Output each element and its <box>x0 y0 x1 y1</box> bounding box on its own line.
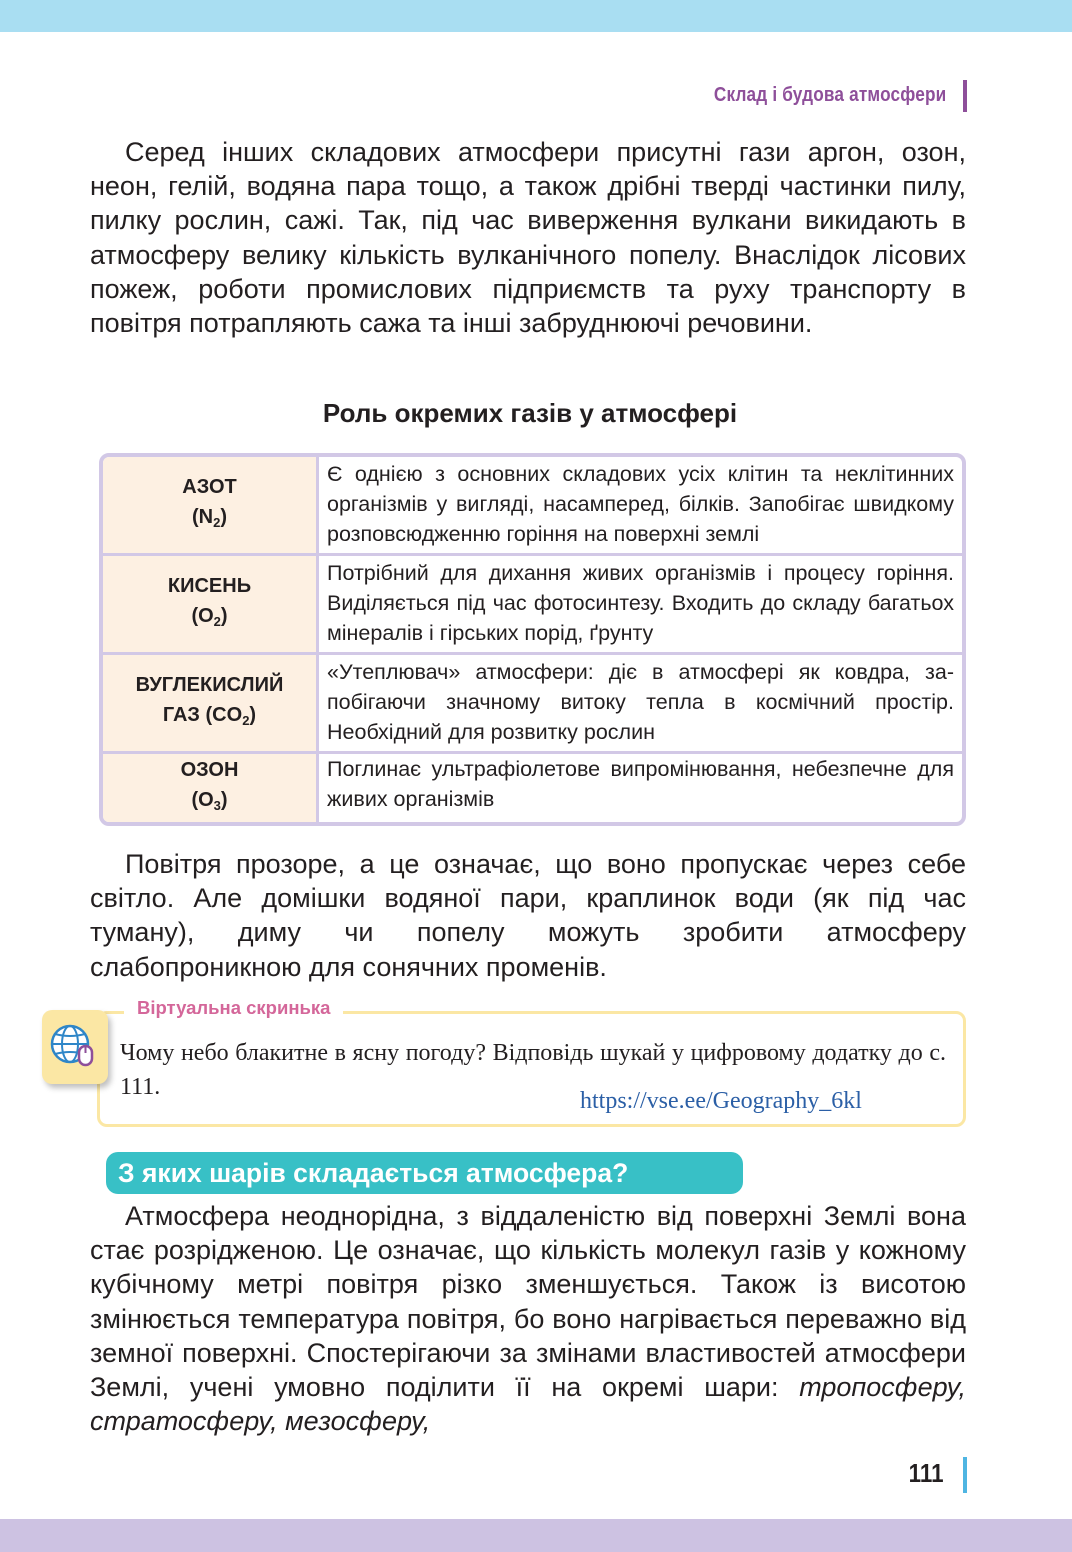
running-title-bar <box>963 80 967 112</box>
gas-name: ВУГЛЕКИСЛИЙ <box>135 674 284 696</box>
digital-supplement-link[interactable]: https://vse.ee/Geography_6kl <box>580 1088 862 1114</box>
virtual-box-question: Чому небо блакитне в ясну погоду? Відповідь шукай у цифровому додатку до с. 111. <box>120 1040 946 1100</box>
gas-formula: $(O_3)$ <box>191 789 228 813</box>
gas-description: «Утеплювач» атмосфери: діє в атмосфері як ковдра, запобігаючи значному витоку тепла в космічний простір. Необхідний для розвитку рослин <box>327 660 954 744</box>
gas-name: КИСЕНЬ <box>167 575 252 597</box>
paragraph-layers: Атмосфера неоднорідна, з віддаленістю від поверхні Землі вона стає розрідженою. Це означає, що кількість молекул газів у кожному кубічному метрі повітря різко зменшується. Також із висотою змінюється температура повітря, бо воно нагрівається переважно від земної поверхні. Спостерігаючи за змінами властивостей атмосфери Землі, учені умовно поділити її на окремі шари: тропосферу, стратосферу, мезосферу, <box>90 1201 966 1437</box>
gas-formula: $(N_2)$ <box>191 506 227 530</box>
gas-formula: $(O_2)$ <box>191 605 228 629</box>
table-row <box>103 655 962 754</box>
layer-terms: тропосферу, стратосферу, мезосферу, <box>90 1372 966 1437</box>
gas-roles-table <box>99 453 966 826</box>
gas-name-cell <box>103 655 319 751</box>
gas-description: Поглинає ультрафіолетове випромінювання, небезпечне для живих організмів <box>327 757 954 811</box>
globe-cursor-icon <box>48 1020 100 1072</box>
page-number: 111 <box>909 1458 944 1488</box>
page-number-bar <box>963 1457 967 1493</box>
paragraph-transparency: Повітря прозоре, а це означає, що воно пропускає через себе світло. Але домішки водяної пари, краплинок води (як під час туману), диму чи попелу можуть зробити атмосферу слабопроникною для сонячних променів. <box>90 849 966 982</box>
gas-name-cell <box>103 556 319 652</box>
gas-description: Потрібний для дихання живих організмів і процесу горіння. Виділяється під час фотосинтезу. Входить до складу багатьох мінералів і гірських порід, ґрунту <box>327 561 954 645</box>
gas-name-cell <box>103 754 319 822</box>
top-color-band <box>0 0 1072 32</box>
running-title: Склад і будова атмосфери <box>713 84 946 106</box>
table-row <box>103 457 962 556</box>
paragraph-other-components: Серед інших складових атмосфери присутні гази аргон, озон, неон, гелій, водяна пара тощо, а також дрібні тверді частинки пилу, пилку рослин, сажі. Так, під час виверження вулкани викидають в атмосферу велику кількість вулканічного попелу. Внаслідок лісових пожеж, роботи промислових підприємств та руху транспорту в повітря потрапляють сажа та інші забруднюючі речовини. <box>90 137 966 339</box>
gas-description: Є однією з основних складових усіх клітин та неклітинних організмів у вигляді, насамперед, білків. Запобігає швидкому розповсюдженню горіння на поверхні землі <box>327 462 954 546</box>
table-row <box>103 556 962 655</box>
gas-name: АЗОТ <box>182 476 237 498</box>
bottom-color-band <box>0 1519 1072 1552</box>
gas-name: ОЗОН <box>180 759 239 781</box>
virtual-box-label: Віртуальна скринька <box>124 997 343 1019</box>
table-row <box>103 754 962 822</box>
gas-name-cell <box>103 457 319 553</box>
gas-formula: ГАЗ $(CO_2)$ <box>162 704 257 728</box>
table-title: Роль окремих газів у атмосфері <box>322 398 738 428</box>
section-heading: З яких шарів складається атмосфера? <box>106 1152 743 1194</box>
